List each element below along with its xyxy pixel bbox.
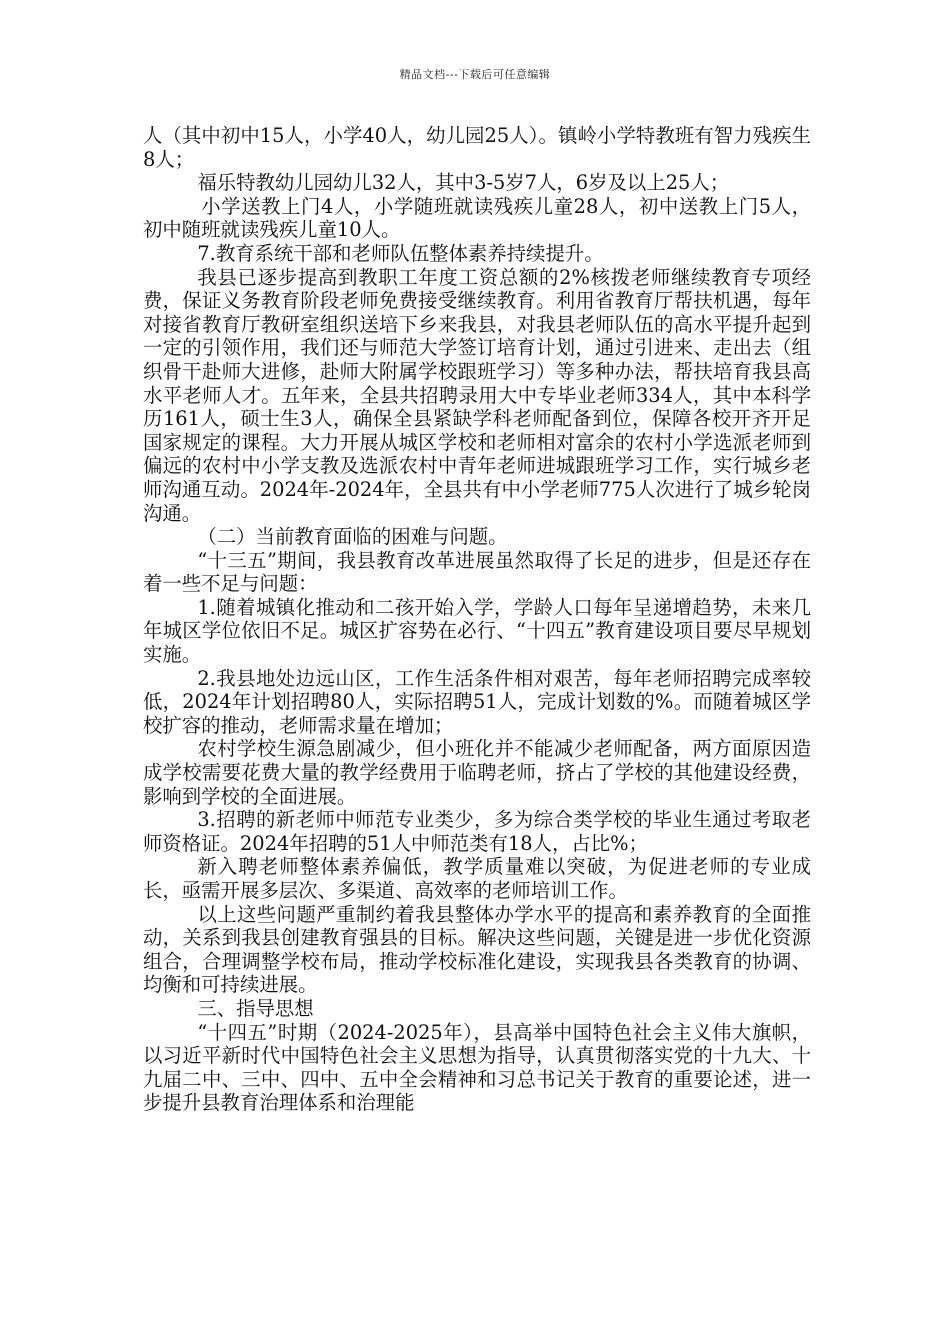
- paragraph-issue-3: 3.招聘的新老师中师范专业类少，多为综合类学校的毕业生通过考取老师资格证。2024年招聘的51人中师范类有18人，占比%；: [143, 808, 811, 855]
- page-header: 精品文档---下载后可任意编辑: [399, 68, 551, 81]
- paragraph-kindergarten: 福乐特教幼儿园幼儿32人，其中3-5岁7人，6岁及以上25人；: [197, 171, 730, 195]
- section-heading-difficulties: （二）当前教育面临的困难与问题。: [197, 525, 508, 549]
- document-body: [143, 124, 811, 1115]
- paragraph-new-teachers: 新入聘老师整体素养偏低，教学质量难以突破，为促进老师的专业成长，亟需开展多层次、多渠道、高效率的老师培训工作。: [143, 855, 811, 902]
- paragraph-rural-schools: 农村学校生源急剧减少，但小班化并不能减少老师配备，两方面原因造成学校需要花费大量的教学经费用于临聘老师，挤占了学校的其他建设经费，影响到学校的全面进展。: [143, 737, 811, 808]
- paragraph-issue-1: 1.随着城镇化推动和二孩开始入学，学龄人口每年呈递增趋势，未来几年城区学位依旧不足。城区扩容势在必行、“十四五”教育建设项目要尽早规划实施。: [143, 595, 811, 667]
- section-heading-guiding-ideology: 三、指导思想: [197, 996, 314, 1020]
- paragraph-issue-2: 2.我县地处边远山区，工作生活条件相对艰苦，每年老师招聘完成率较低，2024年计划招聘80人，实际招聘51人，完成计划数的%。而随着城区学校扩容的推动，老师需求量在增加；: [143, 666, 811, 737]
- paragraph-heading-7: 7.教育系统干部和老师队伍整体素养持续提升。: [197, 241, 604, 265]
- paragraph-continuation: 人（其中初中15人，小学40人，幼儿园25人）。镇岭小学特教班有智力残疾生8人；: [143, 124, 811, 171]
- paragraph-14th-five-year: “十四五”时期（2024-2025年），县高举中国特色社会主义伟大旗帜，以习近平新时代中国特色社会主义思想为指导，认真贯彻落实党的十九大、十九届二中、三中、四中、五中全会精神和习总书记关于教育的重要论述，进一步提升县教育治理体系和治理能: [143, 1020, 811, 1115]
- paragraph-teacher-training: 我县已逐步提高到教职工年度工资总额的2%核拨老师继续教育专项经费，保证义务教育阶段老师免费接受继续教育。利用省教育厅帮扶机遇，每年对接省教育厅教研室组织送培下乡来我县，对我县老师队伍的高水平提升起到一定的引领作用，我们还与师范大学签订培育计划，通过引进来、走出去（组织骨干赴师大进修，赴师大附属学校跟班学习）等多种办法，帮扶培育我县高水平老师人才。五年来，全县共招聘录用大中专毕业老师334人，其中本科学历161人，硕士生3人，确保全县紧缺学科老师配备到位，保障各校开齐开足国家规定的课程。大力开展从城区学校和老师相对富余的农村小学选派老师到偏远的农村中小学支教及选派农村中青年老师进城跟班学习工作，实行城乡老师沟通互动。2024年-2024年，全县共有中小学老师775人次进行了城乡轮岗沟通。: [143, 265, 811, 525]
- paragraph-summary: 以上这些问题严重制约着我县整体办学水平的提高和素养教育的全面推动，关系到我县创建教育强县的目标。解决这些问题，关键是进一步优化资源组合，合理调整学校布局，推动学校标准化建设，实现我县各类教育的协调、均衡和可持续进展。: [143, 902, 811, 997]
- paragraph-13th-five-year: “十三五”期间，我县教育改革进展虽然取得了长足的进步，但是还存在着一些不足与问题：: [143, 548, 811, 596]
- paragraph-home-teaching: 小学送教上门4人，小学随班就读残疾儿童28人，初中送教上门5人，初中随班就读残疾儿童10人。: [143, 194, 811, 242]
